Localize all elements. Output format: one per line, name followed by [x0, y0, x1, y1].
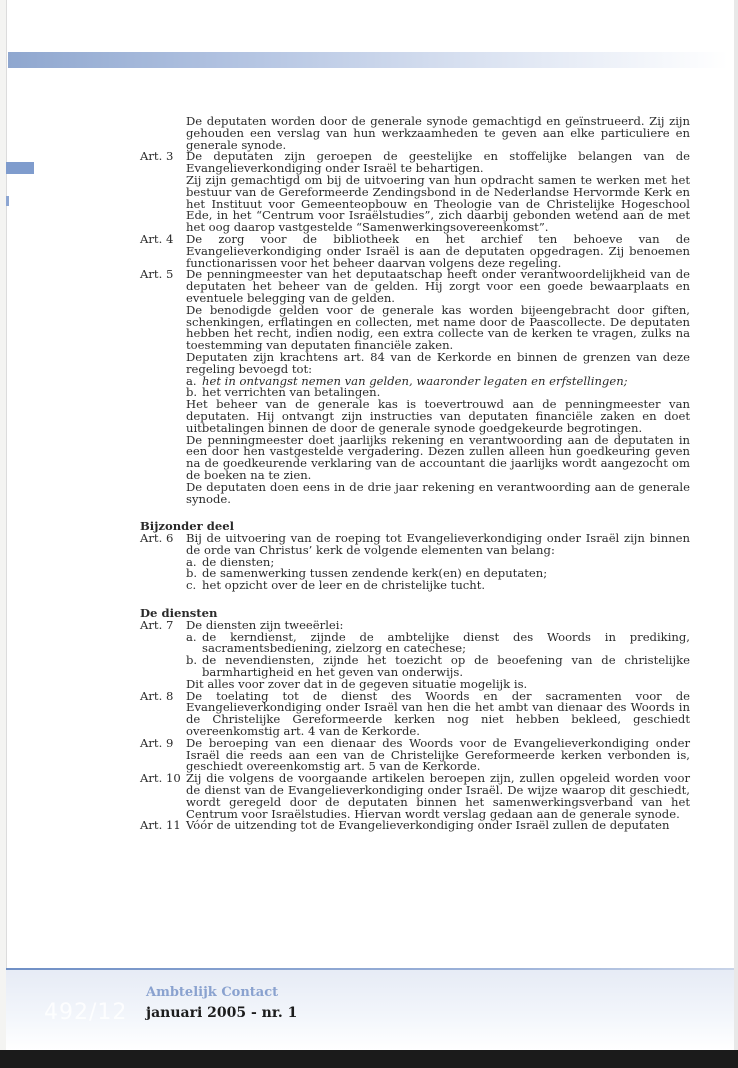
list-item-text: de samenwerking tussen zendende kerk(en) en deputaten;	[202, 566, 548, 581]
article-5-p6: De deputaten doen eens in de drie jaar rekening en verantwoording aan de generale synode.	[186, 479, 690, 506]
list-item-text: het in ontvangst nemen van gelden, waaronder legaten en erfstellingen;	[202, 373, 628, 388]
article-7-label: Art. 7	[140, 617, 174, 632]
article-9	[140, 735, 690, 774]
list-item-text: de nevendiensten, zijnde het toezicht op de beoefening van de christelijke barmhartigheid en het geven van onderwijs.	[202, 653, 690, 680]
article-7	[140, 617, 690, 691]
list-item-text: het verrichten van betalingen.	[202, 385, 381, 400]
intro-text: De deputaten worden door de generale synode gemachtigd en geïnstrueerd. Zij zijn gehouden een verslag van hun werkzaamheden te geven aan elke particuliere en generale synode.	[186, 114, 690, 152]
article-7-p1: De diensten zijn tweeërlei:	[186, 617, 344, 632]
list-item-text: de kerndienst, zijnde de ambtelijke dienst des Woords in prediking, sacramentsbediening, zielzorg en catechese;	[202, 629, 690, 656]
article-7-p2: Dit alles voor zover dat in de gegeven situatie mogelijk is.	[186, 676, 528, 691]
list-marker: a.	[186, 554, 197, 569]
article-6-p1: Bij de uitvoering van de roeping tot Evangelieverkondiging onder Israël zijn binnen de orde van Christus’ kerk de volgende elementen van belang:	[186, 531, 690, 557]
list-item-text: het opzicht over de leer en de christelijke tucht.	[202, 578, 486, 593]
article-8	[140, 688, 690, 739]
section-heading-de-diensten: De diensten	[140, 606, 218, 621]
article-10	[140, 773, 690, 820]
article-3-p2: Zij zijn gemachtigd om bij de uitvoering van hun opdracht samen te werken met het bestuur van de Gereformeerde Zendingsbond in de Nederlandse Hervormde Kerk en het Instituut voor Gemeenteopbouw en Theologie van de Christelijke Hogeschool Ede, in het “Centrum voor Israëlstudies”, zich daarbij gebonden wetend aan de met het oog daarop vastgestelde “Samenwerkingsovereenkomst”.	[186, 172, 690, 235]
article-11-label: Art. 11	[140, 818, 181, 833]
list-marker: b.	[186, 566, 198, 581]
section-heading-bijzonder-deel: Bijzonder deel	[140, 519, 235, 534]
header-color-band	[8, 52, 728, 68]
article-8-label: Art. 8	[140, 688, 174, 703]
article-4-label: Art. 4	[140, 231, 174, 246]
article-5-label: Art. 5	[140, 267, 174, 282]
article-3-p1: De deputaten zijn geroepen de geestelijke en stoffelijke belangen van de Evangelieverkondiging onder Israël te behartigen.	[186, 149, 690, 176]
page-right-edge	[734, 0, 738, 1050]
article-5-p3: Deputaten zijn krachtens art. 84 van de Kerkorde en binnen de grenzen van deze regeling bevoegd tot:	[186, 349, 690, 376]
article-4	[140, 231, 690, 270]
article-body	[140, 116, 690, 832]
article-8-p1: De toelating tot de dienst des Woords en der sacramenten voor de Evangelieverkondiging onder Israël van hen die het ambt van dienaar des Woords in de Christelijke Gereformeerde kerken nog niet hebben bekleed, geschiedt overeenkomstig art. 4 van de Kerkorde.	[186, 688, 690, 739]
list-item-text: de diensten;	[202, 554, 275, 569]
article-5-p4: Het beheer van de generale kas is toevertrouwd aan de penningmeester van deputaten. Hij ontvangt zijn instructies van deputaten financiële zaken en doet uitbetalingen binnen de door de generale synode goedgekeurde begrotingen.	[186, 397, 690, 435]
list-marker: a.	[186, 373, 197, 388]
list-marker: b.	[186, 653, 198, 668]
article-9-label: Art. 9	[140, 735, 174, 750]
article-9-p1: De beroeping van een dienaar des Woords voor de Evangelieverkondiging onder Israël die reeds aan een van de Christelijke Gereformeerde kerken verbonden is, geschiedt overeenkomstig art. 5 van de Kerkorde.	[186, 735, 690, 774]
page-number: 492/12	[44, 1000, 128, 1025]
article-6	[140, 533, 690, 592]
page-left-edge	[0, 0, 7, 1050]
list-marker: c.	[186, 578, 197, 593]
article-4-p1: De zorg voor de bibliotheek en het archief ten behoeve van de Evangelieverkondiging onder Israël is aan de deputaten opgedragen. Zij benoemen functionarissen voor het beheer daarvan volgens deze regeling.	[186, 231, 690, 270]
article-5-p5: De penningmeester doet jaarlijks rekening en verantwoording aan de deputaten in een door hen vastgestelde vergadering. Dezen zullen alleen hun goedkeuring geven na de goedkeurende verklaring van de accountant die jaarlijks wordt aangezocht om de boeken na te zien.	[186, 432, 690, 482]
article-10-label: Art. 10	[140, 771, 181, 786]
article-7-item-b	[186, 655, 690, 679]
article-7-item-a	[186, 629, 690, 656]
article-5-p1: De penningmeester van het deputaatschap heeft onder verantwoordelijkheid van de deputaten het beheer van de gelden. Hij zorgt voor een goede bewaarplaats en eventuele belegging van de gelden.	[186, 267, 690, 305]
issue-label: januari 2005 - nr. 1	[146, 1005, 298, 1021]
side-color-tab	[6, 162, 34, 174]
article-6-label: Art. 6	[140, 531, 174, 546]
scan-bottom-edge	[0, 1050, 738, 1068]
article-3	[140, 151, 690, 234]
article-5-p2: De benodigde gelden voor de generale kas worden bijeengebracht door giften, schenkingen, erflatingen en collecten, met name door de Paascollecte. De deputaten hebben het recht, indien nodig, een extra collecte van de kerken te vragen, zulks na toestemming van deputaten financiële zaken.	[186, 302, 690, 353]
intro-paragraph	[140, 116, 690, 151]
footer-rule	[6, 968, 734, 970]
list-marker: a.	[186, 629, 197, 644]
article-11	[140, 820, 690, 832]
article-5-item-b	[186, 387, 690, 399]
side-tick-mark	[6, 196, 9, 206]
article-6-item-c	[186, 580, 690, 592]
article-5	[140, 269, 690, 505]
magazine-title: Ambtelijk Contact	[146, 985, 279, 1000]
article-11-p1: Vóór de uitzending tot de Evangelieverkondiging onder Israël zullen de deputaten	[186, 818, 670, 833]
article-10-p1: Zij die volgens de voorgaande artikelen beroepen zijn, zullen opgeleid worden voor de dienst van de Evangelieverkondiging onder Israël. De wijze waarop dit geschiedt, wordt geregeld door de deputaten binnen het samenwerkingsverband van het Centrum voor Israëlstudies. Hiervan wordt verslag gedaan aan de generale synode.	[186, 771, 690, 821]
article-3-label: Art. 3	[140, 149, 174, 164]
list-marker: b.	[186, 385, 198, 400]
